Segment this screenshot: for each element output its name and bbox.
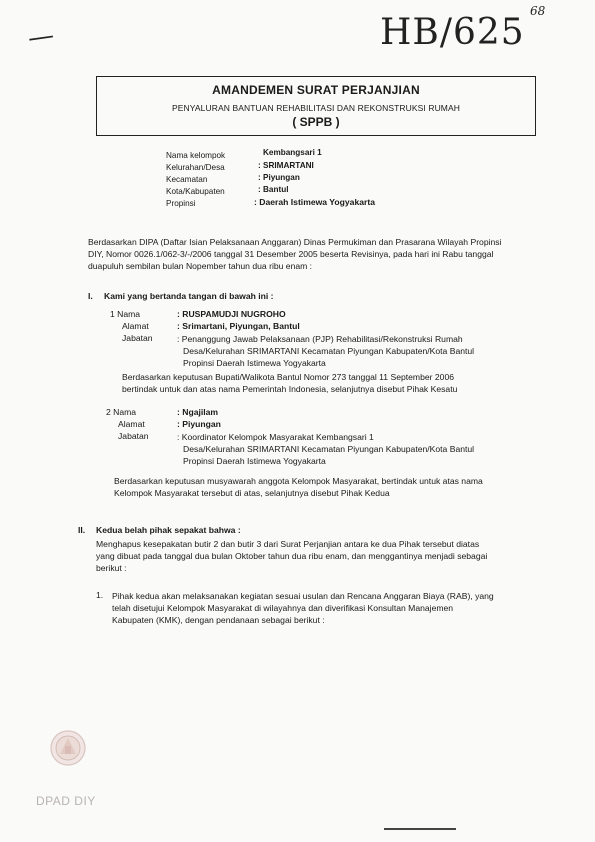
position-line: : Koordinator Kelompok Masyarakat Kembangsari 1 xyxy=(177,432,374,442)
basis-line: Berdasarkan keputusan Bupati/Walikota Bantul Nomor 273 tanggal 11 September 2006 xyxy=(122,372,455,382)
item-1-line: Kabupaten (KMK), dengan pendanaan sebagai berikut : xyxy=(112,615,325,625)
basis-line: Berdasarkan keputusan musyawarah anggota Kelompok Masyarakat, bertindak untuk atas nama xyxy=(114,476,483,486)
section-1-heading: Kami yang bertanda tangan di bawah ini : xyxy=(104,291,274,301)
party-1-position-label: Jabatan xyxy=(122,333,153,343)
party-1-address: : Srimartani, Piyungan, Bantul xyxy=(177,321,300,331)
identity-value: : Piyungan xyxy=(258,173,300,182)
party-1-name-label: 1 Nama xyxy=(110,309,141,319)
handwritten-dash: — xyxy=(26,20,56,54)
identity-label: Propinsi xyxy=(166,199,196,208)
section-2-line: yang dibuat pada tanggal dua bulan Oktober tahun dua ribu enam, dan menggantinya menjadi sebagai xyxy=(96,551,488,561)
party-2-position xyxy=(177,431,474,467)
handwritten-archive-code: HB/625 xyxy=(380,12,525,53)
position-line: Propinsi Daerah Istimewa Yogyakarta xyxy=(183,358,326,368)
identity-value: Kembangsari 1 xyxy=(263,148,322,157)
document-abbreviation: ( SPPB ) xyxy=(292,115,340,129)
party-2-address-label: Alamat xyxy=(118,419,145,429)
document-subtitle: PENYALURAN BANTUAN REHABILITASI DAN REKONSTRUKSI RUMAH xyxy=(172,103,460,113)
item-1-number: 1. xyxy=(96,590,104,600)
section-2-line: Menghapus kesepakatan butir 2 dan butir 3 dari Surat Perjanjian antara ke dua Pihak tersebut diatas xyxy=(96,539,480,549)
position-line: Desa/Kelurahan SRIMARTANI Kecamatan Piyungan Kabupaten/Kota Bantul xyxy=(183,346,475,356)
basis-line: Kelompok Masyarakat tersebut di atas, selanjutnya disebut Pihak Kedua xyxy=(114,488,390,498)
intro-line: Berdasarkan DIPA (Daftar Isian Pelaksanaan Anggaran) Dinas Permukiman dan Prasarana Wilayah Propinsi xyxy=(88,237,502,247)
section-2-paragraph xyxy=(96,538,487,574)
party-2-address: : Piyungan xyxy=(177,419,221,429)
intro-line: DIY, Nomor 0026.1/062-3/-/2006 tanggal 31 Desember 2005 beserta Revisinya, pada hari ini Rabu tanggal xyxy=(88,249,494,259)
party-2-basis xyxy=(114,475,483,499)
position-line: Desa/Kelurahan SRIMARTANI Kecamatan Piyungan Kabupaten/Kota Bantul xyxy=(183,444,475,454)
section-1-number: I. xyxy=(88,291,93,301)
party-2-position-label: Jabatan xyxy=(118,431,149,441)
identity-value: : SRIMARTANI xyxy=(258,161,314,170)
section-2-number: II. xyxy=(78,525,86,535)
party-1-position xyxy=(177,333,474,369)
item-1-line: telah disetujui Kelompok Masyarakat di wilayahnya dan diverifikasi Konsultan Manajemen xyxy=(112,603,454,613)
archive-seal-icon xyxy=(48,728,88,768)
intro-line: duapuluh sembilan bulan Nopember tahun dua ribu enam : xyxy=(88,261,313,271)
basis-line: bertindak untuk dan atas nama Pemerintah Indonesia, selanjutnya disebut Pihak Kesatu xyxy=(122,384,458,394)
watermark-label: DPAD DIY xyxy=(36,794,96,808)
item-1-text xyxy=(112,590,494,626)
handwritten-page-number: 68 xyxy=(530,4,546,18)
identity-value: : Bantul xyxy=(258,185,289,194)
party-2-name: : Ngajilam xyxy=(177,407,219,417)
bottom-divider xyxy=(384,828,456,830)
position-line: : Penanggung Jawab Pelaksanaan (PJP) Rehabilitasi/Rekonstruksi Rumah xyxy=(177,334,463,344)
party-1-name: : RUSPAMUDJI NUGROHO xyxy=(177,309,286,319)
party-1-address-label: Alamat xyxy=(122,321,149,331)
section-2-heading: Kedua belah pihak sepakat bahwa : xyxy=(96,525,241,535)
identity-value: : Daerah Istimewa Yogyakarta xyxy=(254,197,376,207)
document-title: AMANDEMEN SURAT PERJANJIAN xyxy=(212,83,420,97)
party-2-name-label: 2 Nama xyxy=(106,407,137,417)
party-1-basis xyxy=(122,371,457,395)
intro-paragraph xyxy=(88,236,502,272)
position-line: Propinsi Daerah Istimewa Yogyakarta xyxy=(183,456,326,466)
identity-label: Kecamatan xyxy=(166,175,208,184)
identity-label: Kelurahan/Desa xyxy=(166,163,225,172)
identity-label: Kota/Kabupaten xyxy=(166,187,225,196)
identity-label: Nama kelompok xyxy=(166,151,226,160)
title-box xyxy=(96,76,536,136)
section-2-line: berikut : xyxy=(96,563,127,573)
item-1-line: Pihak kedua akan melaksanakan kegiatan sesuai usulan dan Rencana Anggaran Biaya (RAB), yang xyxy=(112,591,494,601)
